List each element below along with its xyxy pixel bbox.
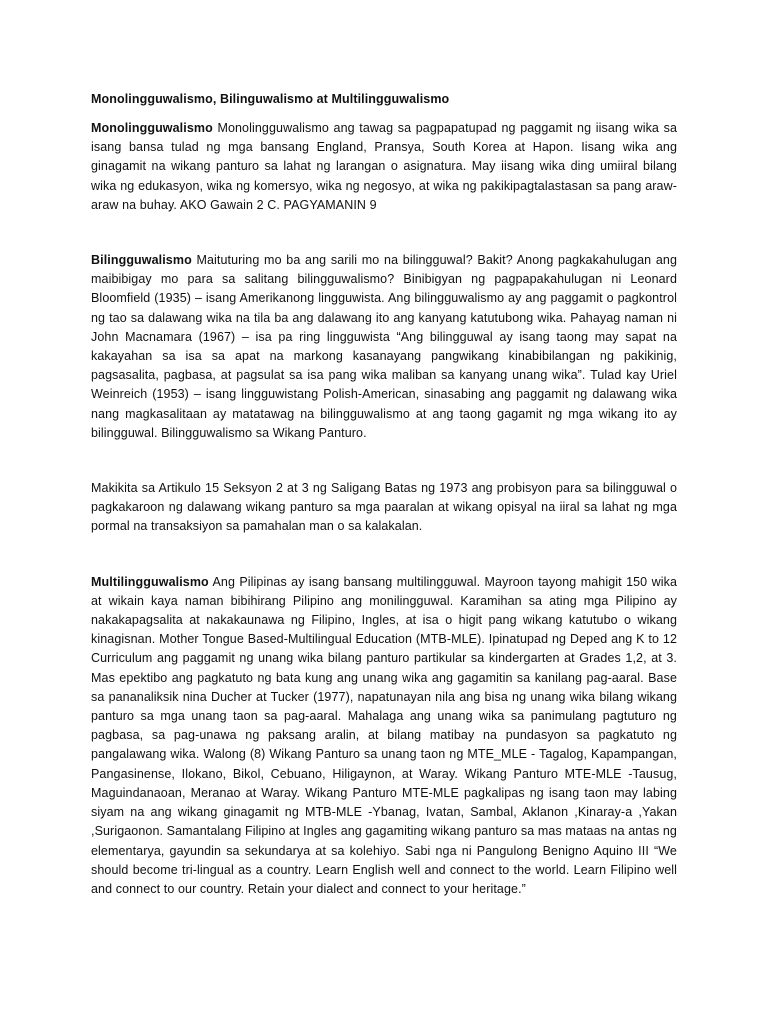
document-title: Monolingguwalismo, Bilinguwalismo at Multilingguwalismo xyxy=(91,92,450,106)
section-body: Makikita sa Artikulo 15 Seksyon 2 at 3 ng Saligang Batas ng 1973 ang probisyon para sa bilingguwal o pagkakaroon ng dalawang wikang panturo sa mga paaralan at wikang opisyal na iiral sa lahat ng mga pormal na transaksiyon sa pamahalan man o sa kalakalan. xyxy=(91,481,677,534)
section-heading: Monolingguwalismo xyxy=(91,121,213,135)
section-body: Monolingguwalismo ang tawag sa pagpapatupad ng paggamit ng iisang wika sa isang bansa tulad ng mga bansang England, Pransya, South Korea at Hapon. Iisang wika ang ginagamit na wikang panturo sa lahat ng larangan o asignatura. May iisang wika ding umiiral bilang wika ng edukasyon, wika ng komersyo, wika ng negosyo, at wika ng pakikipagtalastasan sa pang araw-araw na buhay. AKO Gawain 2 C. PAGYAMANIN 9 xyxy=(91,121,677,212)
section-heading: Multilingguwalismo xyxy=(91,574,209,589)
section-multilingguwalismo xyxy=(91,573,677,899)
section-saligang-batas xyxy=(91,479,677,537)
section-body: Maituturing mo ba ang sarili mo na bilingguwal? Bakit? Anong pagkakahulugan ang maibibigay mo para sa salitang bilingguwalismo? Binibigyan ng pagpapakahulugan ni Leonard Bloomfield (1935) – isang Amerikanong lingguwista. Ang bilingguwalismo ay ang paggamit o pagkontrol ng tao sa dalawang wika na tila ba ang dalawang ito ang kanyang katutubong wika. Pahayag naman ni John Macnamara (1967) – isa pa ring lingguwista “Ang bilingguwal ay isang taong may sapat na kakayahan sa isa sa apat na markong kasanayang pangwikang kinabibilangan ng pakikinig, pagsasalita, pagbasa, at pagsulat sa isa pang wika maliban sa kanyang unang wika”. Tulad kay Uriel Weinreich (1953) – isang lingguwistang Polish-American, sinasabing ang paggamit ng dalawang wika nang magkasalitaan ay matatawag na bilingguwalismo at ang taong gagamit ng mga wikang ito ay bilingguwal. Bilingguwalismo sa Wikang Panturo. xyxy=(91,253,677,440)
section-body: Ang Pilipinas ay isang bansang multilingguwal. Mayroon tayong mahigit 150 wika at wikain kaya naman bibihirang Pilipino ang monilingguwal. Karamihan sa ating mga Pilipino ay nakakapagsalita at nakakaunawa ng Filipino, Ingles, at isa o higit pang wikang katutubo o wikang kinagisnan. Mother Tongue Based-Multilingual Education (MTB-MLE). Ipinatupad ng Deped ang K to 12 Curriculum ang paggamit ng unang wika bilang panturo partikular sa kindergarten at Grades 1,2, at 3. Mas epektibo ang pagkatuto ng bata kung ang unang wika ang gagamitin sa kanilang pag-aaral. Base sa pananaliksik nina Ducher at Tucker (1977), napatunayan nila ang bisa ng unang wika bilang wikang panturo sa mga unang taon sa pag-aaral. Mahalaga ang unang wika sa panimulang pagtuturo ng pagbasa, sa pag-unawa ng paksang aralin, at bilang matibay na pundasyon sa pagkatuto ng pangalawang wika. Walong (8) Wikang Panturo sa unang taon ng MTE_MLE - Tagalog, Kapampangan, Pangasinense, Ilokano, Bikol, Cebuano, Hiligaynon, at Waray. Wikang Panturo MTE-MLE -Tausug, Maguindanaoan, Meranao at Waray. Wikang Panturo MTE-MLE pagkalipas ng isang taon may labing siyam na ang wikang ginagamit ng MTB-MLE -Ybanag, Ivatan, Sambal, Aklanon ,Kinaray-a ,Yakan ,Surigaonon. Samantalang Filipino at Ingles ang gagamiting wikang panturo sa mas mataas na antas ng elementarya, gayundin sa sekundarya at sa kolehiyo. Sabi nga ni Pangulong Benigno Aquino III “We should become tri-lingual as a country. Learn English well and connect to the world. Learn Filipino well and connect to our country. Retain your dialect and connect to your heritage.” xyxy=(91,574,677,896)
section-bilingguwalismo xyxy=(91,251,677,443)
document-page xyxy=(91,90,677,899)
section-heading: Bilingguwalismo xyxy=(91,253,192,268)
section-monolingguwalismo xyxy=(91,119,677,215)
